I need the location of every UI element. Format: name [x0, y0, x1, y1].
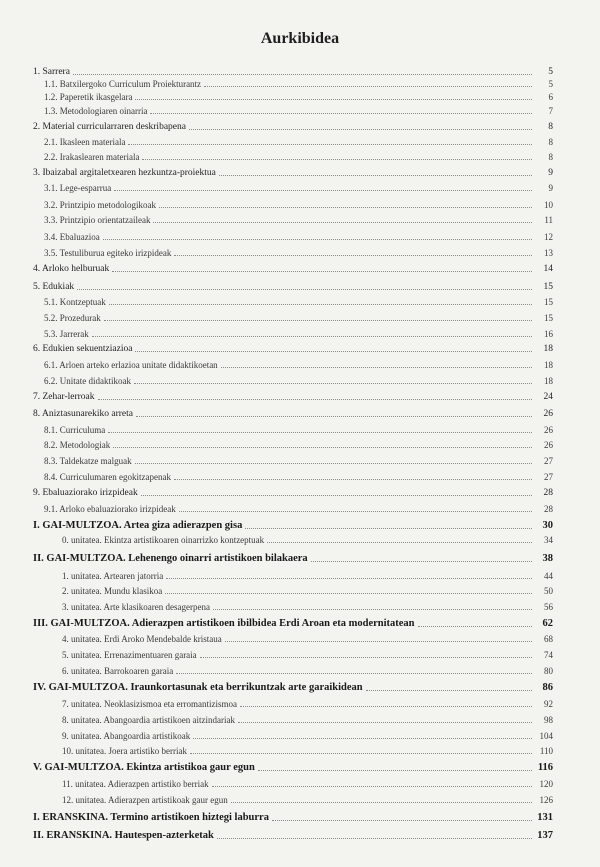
- toc-entry-page: 8: [548, 122, 553, 132]
- toc-entry-label: III. GAI-MULTZOA. Adierazpen artistikoen ibilbidea Erdi Aroan eta modernitatean: [33, 618, 415, 629]
- toc-entry: [62, 663, 553, 677]
- toc-entry-label: 9. Ebaluaziorako irizpideak: [33, 488, 138, 498]
- toc-entry: [33, 680, 553, 694]
- toc-entry-page: 27: [544, 456, 553, 466]
- toc-entry: [62, 712, 553, 726]
- toc-entry-page: 5: [548, 67, 553, 77]
- toc-entry: [62, 728, 553, 742]
- toc-entry-page: 26: [544, 440, 553, 450]
- toc-entry-label: 3.5. Testuliburua egiteko irizpideak: [44, 248, 172, 258]
- toc-entry-page: 18: [544, 376, 553, 386]
- toc-entry-page: 30: [542, 520, 553, 531]
- toc-entry: [33, 616, 553, 630]
- dot-leader: [204, 85, 532, 87]
- dot-leader: [128, 143, 532, 145]
- toc-entry-page: 18: [544, 360, 553, 370]
- dot-leader: [166, 577, 532, 579]
- toc-entry-label: 2. unitatea. Mundu klasikoa: [62, 586, 163, 596]
- dot-leader: [113, 446, 532, 448]
- toc-entry-label: 3.1. Lege-esparrua: [44, 183, 112, 193]
- toc-entry-page: 28: [544, 504, 553, 514]
- toc-entry-label: 11. unitatea. Adierazpen artistiko berriak: [62, 779, 209, 789]
- toc-entry-label: 8.3. Taldekatze malguak: [44, 456, 132, 466]
- toc-entry-label: 0. unitatea. Ekintza artistikoaren oinarrizko kontzeptuak: [62, 535, 265, 545]
- toc-entry: [62, 568, 553, 582]
- toc-entry-label: 3.4. Ebaluazioa: [44, 232, 100, 242]
- dot-leader: [159, 206, 532, 208]
- toc-entry-label: 2.2. Irakaslearen materiala: [44, 152, 140, 162]
- toc-entry: [44, 212, 553, 226]
- dot-leader: [114, 189, 532, 191]
- toc-entry: [44, 180, 553, 194]
- toc-entry: [44, 89, 553, 103]
- dot-leader: [141, 494, 532, 496]
- toc-entry: [44, 437, 553, 451]
- toc-entry-page: 50: [544, 586, 553, 596]
- dot-leader: [418, 625, 532, 627]
- toc-entry: [33, 389, 553, 403]
- dot-leader: [135, 350, 532, 352]
- toc-entry-label: 3. unitatea. Arte klasikoaren desagerpena: [62, 602, 210, 612]
- dot-leader: [150, 112, 532, 114]
- toc-entry-page: 28: [543, 488, 553, 498]
- toc-entry-label: IV. GAI-MULTZOA. Iraunkortasunak eta berrikuntzak arte garaikidean: [33, 682, 363, 693]
- toc-entry-page: 12: [544, 232, 553, 242]
- toc-entry: [44, 310, 553, 324]
- dot-leader: [238, 721, 532, 723]
- toc-entry-label: 2. Material curricularraren deskribapena: [33, 122, 186, 132]
- toc-entry: [62, 532, 553, 546]
- toc-entry-label: 1. unitatea. Artearen jatorria: [62, 571, 164, 581]
- toc-entry-label: 6. unitatea. Barrokoaren garaia: [62, 666, 174, 676]
- toc-entry-label: 12. unitatea. Adierazpen artistikoak gaur egun: [62, 795, 228, 805]
- dot-leader: [267, 541, 532, 543]
- toc-entry-page: 98: [544, 715, 553, 725]
- toc-entry-label: II. ERANSKINA. Hautespen-azterketak: [33, 830, 214, 841]
- toc-entry-page: 7: [548, 106, 553, 116]
- toc-entry-label: 3.3. Printzipio orientatzaileak: [44, 215, 151, 225]
- toc-entry-label: 7. Zehar-lerroak: [33, 392, 95, 402]
- toc-entry-label: 8.1. Curriculuma: [44, 425, 106, 435]
- toc-entry-page: 68: [544, 634, 553, 644]
- toc-entry: [33, 261, 553, 275]
- toc-entry-label: 7. unitatea. Neoklasizismoa eta erromantizismoa: [62, 699, 237, 709]
- toc-entry-label: 1.1. Batxilergoko Curriculum Proiekturantz: [44, 79, 202, 89]
- dot-leader: [135, 98, 532, 100]
- toc-entry: [44, 422, 553, 436]
- dot-leader: [153, 221, 532, 223]
- toc-entry-page: 15: [543, 282, 553, 292]
- toc-entry-label: 6.1. Arloen arteko erlazioa unitate didaktikoetan: [44, 360, 218, 370]
- dot-leader: [231, 801, 532, 803]
- dot-leader: [217, 837, 532, 839]
- toc-entry-page: 8: [548, 152, 553, 162]
- toc-entry-page: 18: [543, 344, 553, 354]
- toc-entry-label: 4. unitatea. Erdi Aroko Mendebalde kristaua: [62, 634, 222, 644]
- toc-entry-page: 92: [544, 699, 553, 709]
- toc-entry-label: 1.3. Metodologiaren oinarria: [44, 106, 148, 116]
- page-title: Aurkibidea: [260, 30, 340, 47]
- toc-entry: [44, 501, 553, 515]
- toc-entry-page: 131: [537, 812, 553, 823]
- toc-entry-label: 3.2. Printzipio metodologikoak: [44, 200, 156, 210]
- dot-leader: [142, 158, 532, 160]
- toc-entry-page: 38: [542, 553, 553, 564]
- dot-leader: [176, 672, 532, 674]
- toc-entry-page: 13: [544, 248, 553, 258]
- toc-entry-page: 56: [544, 602, 553, 612]
- toc-entry-label: 3. Ibaizabal argitaletxearen hezkuntza-proiektua: [33, 168, 216, 178]
- dot-leader: [165, 592, 532, 594]
- dot-leader: [179, 510, 532, 512]
- dot-leader: [109, 303, 532, 305]
- toc-entry: [62, 583, 553, 597]
- dot-leader: [98, 398, 532, 400]
- toc-entry-page: 26: [543, 409, 553, 419]
- dot-leader: [213, 608, 532, 610]
- toc-entry-page: 62: [542, 618, 553, 629]
- toc-entry-page: 137: [537, 830, 553, 841]
- toc-entry-page: 27: [544, 472, 553, 482]
- toc-entry-page: 15: [544, 297, 553, 307]
- toc-entry-label: 8.4. Curriculumaren egokitzapenak: [44, 472, 171, 482]
- toc-entry: [33, 518, 553, 532]
- dot-leader: [134, 382, 532, 384]
- dot-leader: [174, 254, 532, 256]
- toc-entry: [62, 792, 553, 806]
- toc-entry: [44, 294, 553, 308]
- toc-entry: [44, 134, 553, 148]
- dot-leader: [245, 527, 532, 529]
- dot-leader: [366, 689, 532, 691]
- toc-entry: [33, 279, 553, 293]
- toc-entry-page: 6: [548, 92, 553, 102]
- dot-leader: [108, 431, 532, 433]
- toc-entry-page: 16: [544, 329, 553, 339]
- toc-entry: [62, 599, 553, 613]
- dot-leader: [240, 705, 532, 707]
- toc-entry-page: 44: [544, 571, 553, 581]
- toc-entry: [44, 245, 553, 259]
- toc-entry-page: 104: [539, 731, 553, 741]
- toc-entry: [62, 743, 553, 757]
- dot-leader: [272, 819, 532, 821]
- toc-entry-label: 8. Aniztasunarekiko arreta: [33, 409, 133, 419]
- toc-entry-label: 5.3. Jarrerak: [44, 329, 89, 339]
- dot-leader: [73, 73, 532, 75]
- toc-entry-label: 6.2. Unitate didaktikoak: [44, 376, 131, 386]
- toc-entry-page: 8: [548, 137, 553, 147]
- toc-entry-label: II. GAI-MULTZOA. Lehenengo oinarri artistikoen bilakaera: [33, 553, 308, 564]
- toc-entry-page: 80: [544, 666, 553, 676]
- toc-entry-label: I. GAI-MULTZOA. Artea giza adierazpen gisa: [33, 520, 243, 531]
- dot-leader: [112, 270, 532, 272]
- toc-entry-label: 6. Edukien sekuentziazioa: [33, 344, 133, 354]
- toc-entry-page: 9: [548, 183, 553, 193]
- toc-entry: [44, 453, 553, 467]
- toc-entry-page: 34: [544, 535, 553, 545]
- dot-leader: [104, 319, 532, 321]
- dot-leader: [219, 174, 532, 176]
- toc-entry: [44, 357, 553, 371]
- dot-leader: [311, 560, 532, 562]
- toc-entry-label: 5.1. Kontzeptuak: [44, 297, 106, 307]
- toc-entry-label: V. GAI-MULTZOA. Ekintza artistikoa gaur egun: [33, 762, 255, 773]
- dot-leader: [136, 415, 532, 417]
- toc-entry-label: 9.1. Arloko ebaluaziorako irizpideak: [44, 504, 176, 514]
- toc-entry: [33, 119, 553, 133]
- toc-entry-label: 2.1. Ikasleen materiala: [44, 137, 126, 147]
- toc-entry: [33, 551, 553, 565]
- toc-entry-page: 15: [544, 313, 553, 323]
- toc-entry: [44, 149, 553, 163]
- toc-entry-label: I. ERANSKINA. Termino artistikoen hiztegi laburra: [33, 812, 269, 823]
- toc-entry-label: 1.2. Paperetik ikasgelara: [44, 92, 133, 102]
- toc-entry-page: 24: [543, 392, 553, 402]
- dot-leader: [258, 769, 532, 771]
- toc-entry-page: 74: [544, 650, 553, 660]
- toc-entry-label: 10. unitatea. Joera artistiko berriak: [62, 746, 187, 756]
- dot-leader: [190, 752, 532, 754]
- toc-entry-page: 110: [539, 746, 553, 756]
- dot-leader: [200, 656, 532, 658]
- toc-entry: [62, 696, 553, 710]
- toc-entry-page: 116: [537, 762, 553, 773]
- toc-entry: [62, 631, 553, 645]
- dot-leader: [221, 366, 532, 368]
- dot-leader: [135, 462, 532, 464]
- toc-entry: [33, 165, 553, 179]
- toc-entry-page: 9: [548, 168, 553, 178]
- toc-entry: [44, 197, 553, 211]
- dot-leader: [193, 737, 532, 739]
- toc-entry-page: 86: [542, 682, 553, 693]
- toc-entry-page: 120: [539, 779, 553, 789]
- dot-leader: [77, 288, 532, 290]
- toc-entry: [44, 469, 553, 483]
- toc-entry-label: 5. Edukiak: [33, 282, 75, 292]
- toc-entry: [33, 810, 553, 824]
- toc-entry: [44, 229, 553, 243]
- toc-entry-page: 126: [539, 795, 553, 805]
- toc-entry: [33, 341, 553, 355]
- toc-entry: [33, 485, 553, 499]
- dot-leader: [92, 335, 532, 337]
- dot-leader: [174, 478, 532, 480]
- toc-entry: [44, 103, 553, 117]
- toc-entry: [44, 326, 553, 340]
- toc-entry: [33, 760, 553, 774]
- toc-entry-page: 26: [544, 425, 553, 435]
- toc-entry-label: 4. Arloko helburuak: [33, 264, 110, 274]
- toc-entry-label: 9. unitatea. Abangoardia artistikoak: [62, 731, 191, 741]
- dot-leader: [212, 785, 532, 787]
- toc-entry: [62, 776, 553, 790]
- dot-leader: [103, 238, 532, 240]
- toc-entry-page: 5: [548, 79, 553, 89]
- toc-entry: [62, 647, 553, 661]
- toc-entry-page: 10: [544, 200, 553, 210]
- toc-entry-label: 5.2. Prozedurak: [44, 313, 101, 323]
- toc-entry: [33, 406, 553, 420]
- toc-entry: [44, 373, 553, 387]
- toc-entry-label: 8.2. Metodologiak: [44, 440, 111, 450]
- toc-entry: [44, 76, 553, 90]
- toc-entry-label: 8. unitatea. Abangoardia artistikoen aitzindariak: [62, 715, 235, 725]
- toc-entry-page: 11: [544, 215, 553, 225]
- toc-entry-label: 1. Sarrera: [33, 67, 70, 77]
- toc-entry-page: 14: [543, 264, 553, 274]
- dot-leader: [189, 128, 532, 130]
- toc-entry: [33, 828, 553, 842]
- toc-entry-label: 5. unitatea. Errenazimentuaren garaia: [62, 650, 197, 660]
- dot-leader: [225, 640, 532, 642]
